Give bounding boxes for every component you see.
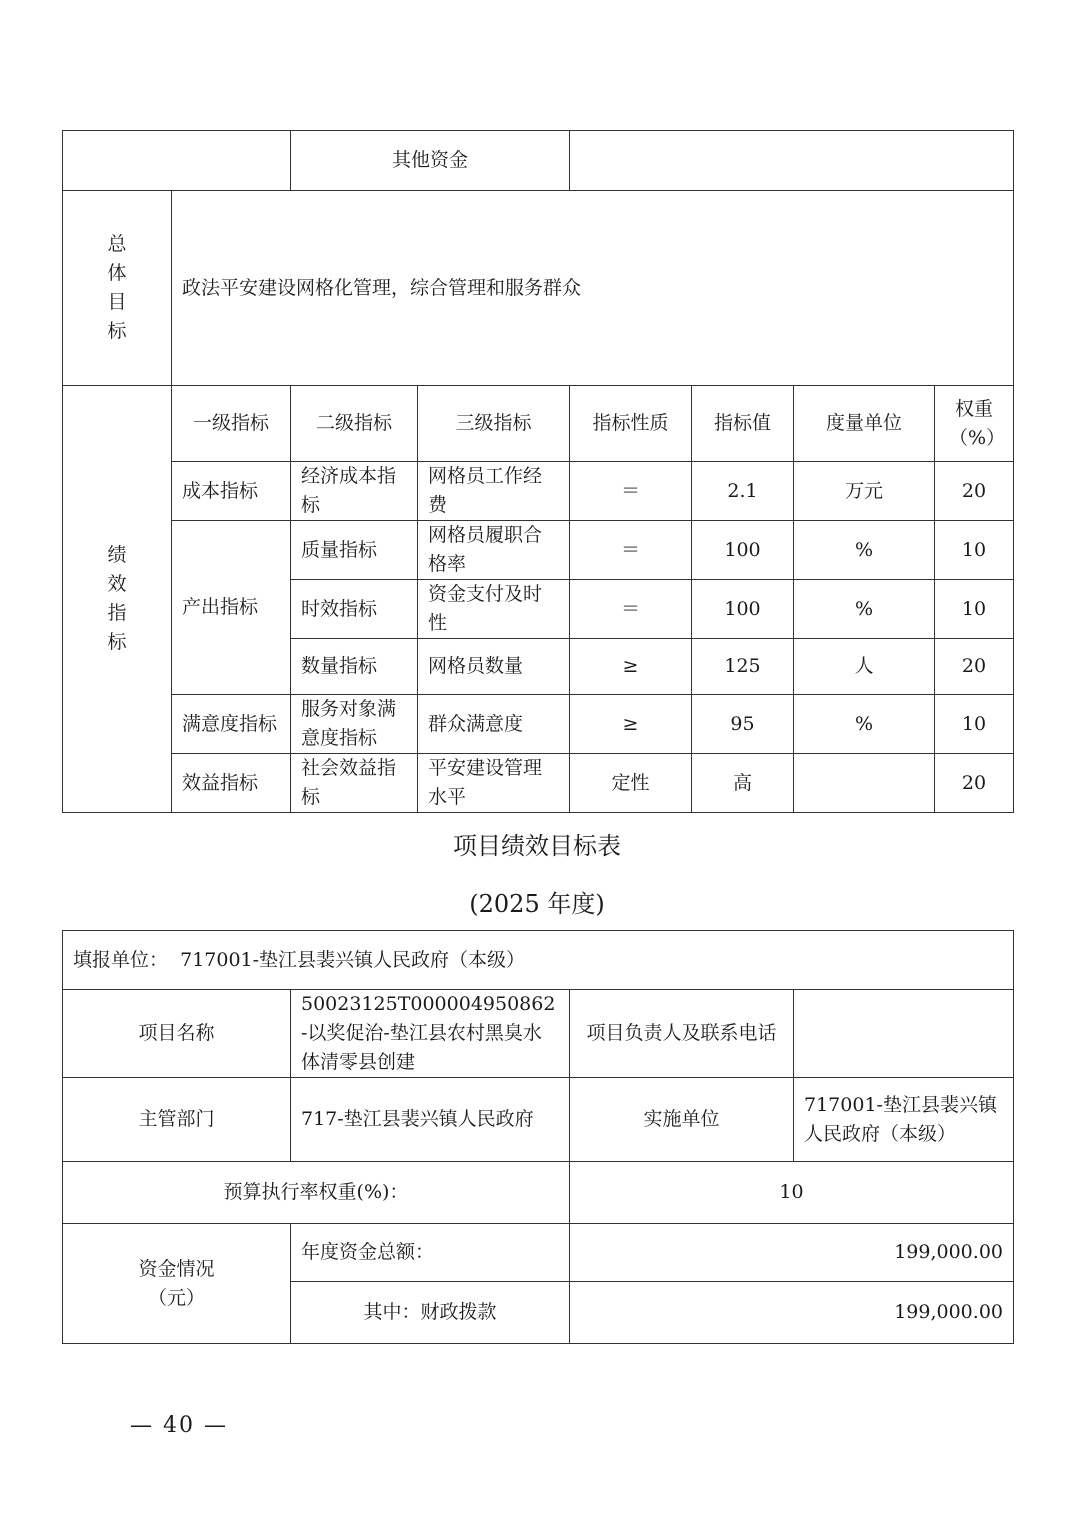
department-label: 主管部门 — [63, 1078, 291, 1162]
table-row — [63, 462, 1014, 521]
unit-cell — [794, 754, 935, 813]
level1-cell: 满意度指标 — [172, 695, 291, 754]
performance-table — [62, 130, 1014, 813]
value-cell: 100 — [692, 521, 794, 580]
unit-cell: 人 — [794, 639, 935, 695]
contact-label: 项目负责人及联系电话 — [570, 990, 794, 1078]
level2-cell: 社会效益指标 — [291, 754, 418, 813]
annual-total-value: 199,000.00 — [570, 1224, 1014, 1282]
level3-cell: 网格员工作经费 — [418, 462, 570, 521]
header-weight: 权重（%） — [935, 386, 1014, 462]
value-cell: 125 — [692, 639, 794, 695]
level3-cell: 网格员数量 — [418, 639, 570, 695]
level1-cell: 产出指标 — [172, 521, 291, 695]
project-name-label: 项目名称 — [63, 990, 291, 1078]
other-funds-label: 其他资金 — [291, 131, 570, 191]
other-funds-value — [570, 131, 1014, 191]
unit-cell: % — [794, 580, 935, 639]
level2-cell: 数量指标 — [291, 639, 418, 695]
performance-indicator-label: 绩 效 指 标 — [63, 386, 172, 813]
value-cell: 100 — [692, 580, 794, 639]
project-info-table — [62, 930, 1014, 1344]
unit-cell: 万元 — [794, 462, 935, 521]
level3-cell: 平安建设管理水平 — [418, 754, 570, 813]
funds-label: 资金情况（元） — [63, 1224, 291, 1344]
fiscal-allocation-value: 199,000.00 — [570, 1282, 1014, 1344]
project-name-value: 50023125T000004950862-以奖促治-垫江县农村黑臭水体清零县创建 — [291, 990, 570, 1078]
level3-cell: 网格员履职合格率 — [418, 521, 570, 580]
reporting-unit-cell — [63, 931, 1014, 990]
level1-cell: 效益指标 — [172, 754, 291, 813]
reporting-unit-value: 717001-垫江县裴兴镇人民政府（本级） — [180, 948, 526, 971]
level1-cell: 成本指标 — [172, 462, 291, 521]
level3-cell: 群众满意度 — [418, 695, 570, 754]
header-level1: 一级指标 — [172, 386, 291, 462]
level2-cell: 时效指标 — [291, 580, 418, 639]
nature-cell: 定性 — [570, 754, 692, 813]
table-row — [63, 521, 1014, 580]
department-value: 717-垫江县裴兴镇人民政府 — [291, 1078, 570, 1162]
weight-cell: 20 — [935, 462, 1014, 521]
overall-goal-label: 总 体 目 标 — [63, 191, 172, 386]
nature-cell: ＝ — [570, 462, 692, 521]
annual-total-label: 年度资金总额： — [291, 1224, 570, 1282]
value-cell: 2.1 — [692, 462, 794, 521]
header-value: 指标值 — [692, 386, 794, 462]
page-title: 项目绩效目标表 — [453, 832, 621, 860]
header-level2: 二级指标 — [291, 386, 418, 462]
nature-cell: ＝ — [570, 580, 692, 639]
nature-cell: ＝ — [570, 521, 692, 580]
weight-cell: 20 — [935, 639, 1014, 695]
table-row — [63, 754, 1014, 813]
budget-rate-value: 10 — [570, 1162, 1014, 1224]
reporting-unit-label: 填报单位： — [73, 948, 169, 971]
level2-cell: 服务对象满意度指标 — [291, 695, 418, 754]
weight-cell: 10 — [935, 521, 1014, 580]
level2-cell: 质量指标 — [291, 521, 418, 580]
implementing-unit-value: 717001-垫江县裴兴镇人民政府（本级） — [794, 1078, 1014, 1162]
implementing-unit-label: 实施单位 — [570, 1078, 794, 1162]
value-cell: 95 — [692, 695, 794, 754]
value-cell: 高 — [692, 754, 794, 813]
header-unit: 度量单位 — [794, 386, 935, 462]
level3-cell: 资金支付及时性 — [418, 580, 570, 639]
weight-cell: 10 — [935, 695, 1014, 754]
overall-goal-text: 政法平安建设网格化管理，综合管理和服务群众 — [172, 191, 1014, 386]
unit-cell: % — [794, 695, 935, 754]
header-nature: 指标性质 — [570, 386, 692, 462]
page-subtitle: (2025 年度) — [469, 890, 605, 918]
header-level3: 三级指标 — [418, 386, 570, 462]
budget-rate-label: 预算执行率权重(%)： — [63, 1162, 570, 1224]
nature-cell: ≥ — [570, 695, 692, 754]
nature-cell: ≥ — [570, 639, 692, 695]
weight-cell: 10 — [935, 580, 1014, 639]
unit-cell: % — [794, 521, 935, 580]
blank-cell — [63, 131, 291, 191]
fiscal-allocation-label: 其中：财政拨款 — [291, 1282, 570, 1344]
contact-value — [794, 990, 1014, 1078]
level2-cell: 经济成本指标 — [291, 462, 418, 521]
table-row — [63, 695, 1014, 754]
page-number: — 40 — — [130, 1413, 228, 1438]
weight-cell: 20 — [935, 754, 1014, 813]
